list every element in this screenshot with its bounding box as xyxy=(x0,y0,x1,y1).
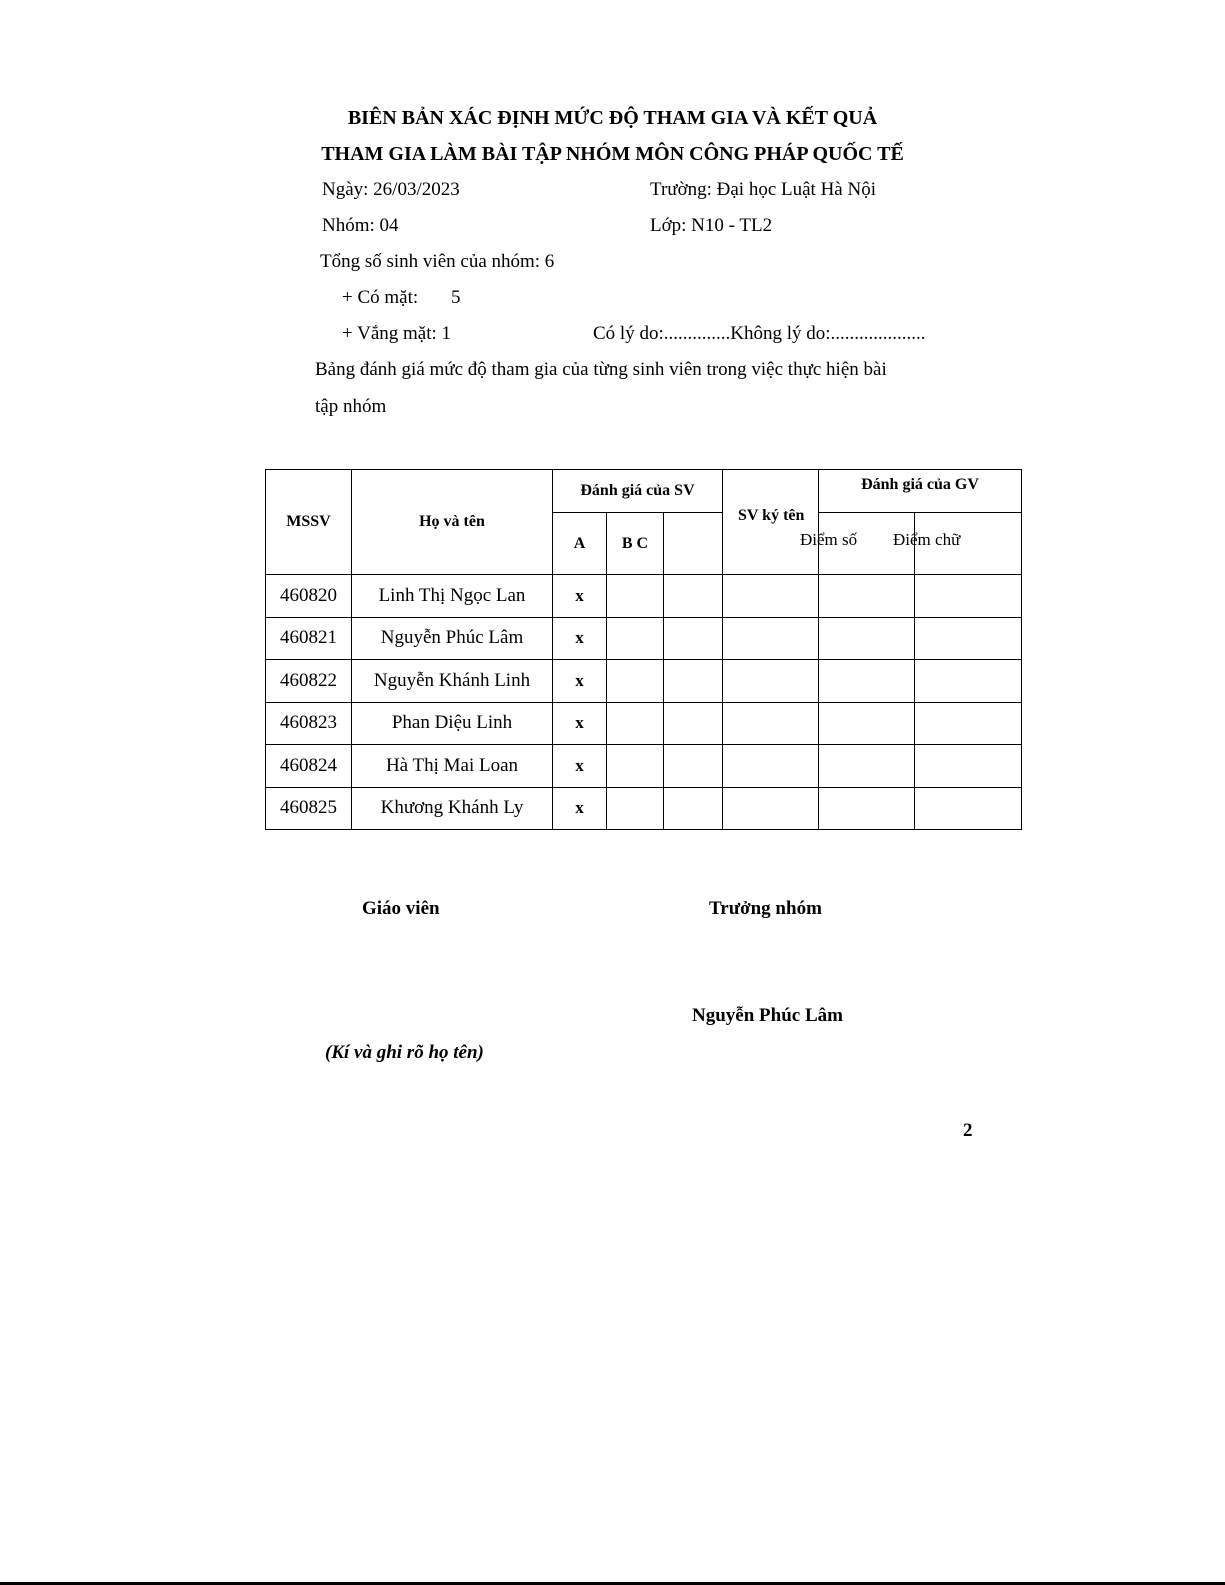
header-sv-sign: SV ký tên xyxy=(738,507,805,524)
page-number: 2 xyxy=(963,1120,973,1141)
table-row xyxy=(266,787,1022,830)
absence-reasons: Có lý do:..............Không lý do:.................... xyxy=(593,323,926,344)
empty-cell xyxy=(819,745,915,788)
empty-cell xyxy=(607,617,664,660)
document-title-line2: THAM GIA LÀM BÀI TẬP NHÓM MÔN CÔNG PHÁP QUỐC TẾ xyxy=(321,143,904,165)
header-score-num: Điểm số xyxy=(800,530,858,549)
empty-cell xyxy=(664,660,723,703)
mssv-cell: 460822 xyxy=(266,660,352,703)
empty-cell xyxy=(915,745,1022,788)
empty-cell xyxy=(819,702,915,745)
header-sv-eval: Đánh giá của SV xyxy=(553,470,723,513)
empty-cell xyxy=(723,702,819,745)
mssv-cell: 460820 xyxy=(266,575,352,618)
class-field: Lớp: N10 - TL2 xyxy=(650,215,773,236)
empty-cell xyxy=(607,787,664,830)
empty-cell xyxy=(664,702,723,745)
name-cell: Phan Diệu Linh xyxy=(352,702,553,745)
total-students: Tổng số sinh viên của nhóm: 6 xyxy=(320,251,555,272)
empty-cell xyxy=(723,660,819,703)
mssv-cell: 460824 xyxy=(266,745,352,788)
table-row xyxy=(266,575,1022,618)
empty-cell xyxy=(915,702,1022,745)
mark-a-cell: x xyxy=(553,745,607,788)
teacher-signature-label: Giáo viên xyxy=(362,898,440,919)
empty-cell xyxy=(915,617,1022,660)
table-caption-line1: Bảng đánh giá mức độ tham gia của từng sinh viên trong việc thực hiện bài xyxy=(315,359,887,380)
header-name: Họ và tên xyxy=(352,470,553,575)
present-value: 5 xyxy=(451,287,461,308)
header-score-word: Điểm chữ xyxy=(893,530,961,549)
empty-cell xyxy=(819,660,915,703)
mssv-cell: 460823 xyxy=(266,702,352,745)
mark-a-cell: x xyxy=(553,660,607,703)
empty-cell xyxy=(664,575,723,618)
empty-cell xyxy=(723,617,819,660)
table-row xyxy=(266,745,1022,788)
school-field: Trường: Đại học Luật Hà Nội xyxy=(650,179,876,200)
absent-count: + Vắng mặt: 1 xyxy=(342,323,452,344)
empty-cell xyxy=(819,575,915,618)
evaluation-table xyxy=(265,469,1022,830)
name-cell: Hà Thị Mai Loan xyxy=(352,745,553,788)
name-cell: Nguyễn Phúc Lâm xyxy=(352,617,553,660)
group-field: Nhóm: 04 xyxy=(322,215,399,236)
empty-cell xyxy=(915,660,1022,703)
document-title-line1: BIÊN BẢN XÁC ĐỊNH MỨC ĐỘ THAM GIA VÀ KẾT QUẢ xyxy=(347,107,878,129)
empty-cell xyxy=(723,575,819,618)
mark-a-cell: x xyxy=(553,617,607,660)
leader-signature-label: Trưởng nhóm xyxy=(709,898,822,919)
empty-cell xyxy=(607,702,664,745)
empty-cell xyxy=(664,617,723,660)
name-cell: Khương Khánh Ly xyxy=(352,787,553,830)
header-gv-eval: Đánh giá của GV xyxy=(819,470,1022,513)
header-bc: B C xyxy=(607,513,664,575)
empty-cell xyxy=(664,787,723,830)
date-field: Ngày: 26/03/2023 xyxy=(322,179,460,200)
empty-cell xyxy=(607,575,664,618)
table-row xyxy=(266,660,1022,703)
table-row xyxy=(266,702,1022,745)
mark-a-cell: x xyxy=(553,702,607,745)
mssv-cell: 460821 xyxy=(266,617,352,660)
mark-a-cell: x xyxy=(553,575,607,618)
empty-cell xyxy=(664,745,723,788)
empty-cell xyxy=(607,745,664,788)
empty-cell xyxy=(723,745,819,788)
header-mssv: MSSV xyxy=(266,470,352,575)
name-cell: Nguyễn Khánh Linh xyxy=(352,660,553,703)
table-row xyxy=(266,617,1022,660)
empty-cell xyxy=(915,575,1022,618)
header-empty xyxy=(664,513,723,575)
empty-cell xyxy=(607,660,664,703)
empty-cell xyxy=(915,787,1022,830)
mssv-cell: 460825 xyxy=(266,787,352,830)
empty-cell xyxy=(723,787,819,830)
present-label: + Có mặt: xyxy=(342,287,419,308)
empty-cell xyxy=(819,617,915,660)
leader-name: Nguyễn Phúc Lâm xyxy=(692,1005,843,1026)
name-cell: Linh Thị Ngọc Lan xyxy=(352,575,553,618)
table-caption-line2: tập nhóm xyxy=(315,396,387,417)
mark-a-cell: x xyxy=(553,787,607,830)
header-a: A xyxy=(553,513,607,575)
empty-cell xyxy=(819,787,915,830)
signature-note: (Kí và ghi rõ họ tên) xyxy=(325,1042,484,1063)
